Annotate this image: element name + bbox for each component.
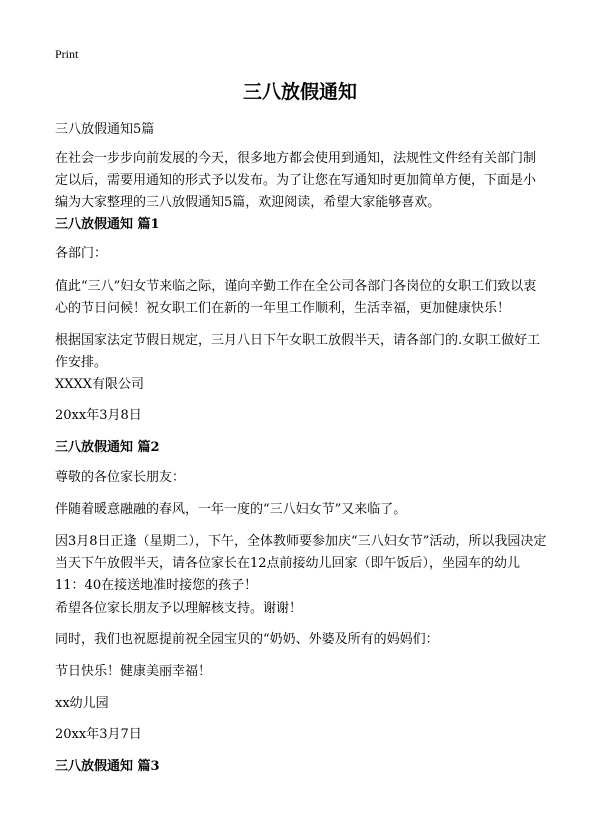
paragraph: 同时，我们也祝愿提前祝全园宝贝的“奶奶、外婆及所有的妈妈们： bbox=[55, 632, 439, 647]
signature-company: XXXX有限公司 bbox=[55, 377, 145, 392]
intro-paragraph: 在社会一步步向前发展的今天，很多地方都会使用到通知，法规性文件经有关部门制定以后，需要用通知的形式予以发布。为了让您在写通知时更加简单方便，下面是小编为大家整理的三八放假通知5篇，欢迎阅读，希望大家能够喜欢。 bbox=[55, 151, 537, 210]
paragraph: 伴随着暖意融融的春风，一年一度的“三八妇女节”又来临了。 bbox=[55, 502, 407, 517]
paragraph: 根据国家法定节假日规定，三月八日下午女职工放假半天，请各部门的.女职工做好工作安排。 bbox=[55, 333, 541, 370]
print-label: Print bbox=[55, 47, 79, 61]
paragraph: 尊敬的各位家长朋友： bbox=[55, 470, 186, 485]
paragraph: 希望各位家长朋友予以理解核支持。谢谢！ bbox=[55, 601, 303, 616]
section-heading: 三八放假通知 篇1 bbox=[55, 217, 160, 232]
section-heading: 三八放假通知 篇3 bbox=[55, 759, 160, 774]
signature-org: xx幼儿园 bbox=[55, 696, 109, 711]
paragraph: 因3月8日正逢（星期二），下午，全体教师要参加庆“三八妇女节”活动，所以我园决定当天下午放假半天，请各位家长在12点前接幼儿回家（即午饭后），坐园车的幼儿11：40在接送地准时接您的孩子！ bbox=[55, 534, 547, 593]
document-subtitle: 三八放假通知5篇 bbox=[55, 122, 155, 137]
paragraph: 各部门： bbox=[55, 246, 108, 261]
section-heading: 三八放假通知 篇2 bbox=[55, 440, 160, 455]
paragraph: 节日快乐！健康美丽幸福！ bbox=[55, 664, 212, 679]
signature-date: 20xx年3月8日 bbox=[55, 408, 142, 423]
paragraph: 值此“三八”妇女节来临之际，谨向辛勤工作在全公司各部门各岗位的女职工们致以衷心的节日问候！祝女职工们在新的一年里工作顺利，生活幸福，更加健康快乐！ bbox=[55, 279, 537, 316]
signature-date: 20xx年3月7日 bbox=[55, 727, 142, 742]
document-title: 三八放假通知 bbox=[242, 81, 357, 103]
